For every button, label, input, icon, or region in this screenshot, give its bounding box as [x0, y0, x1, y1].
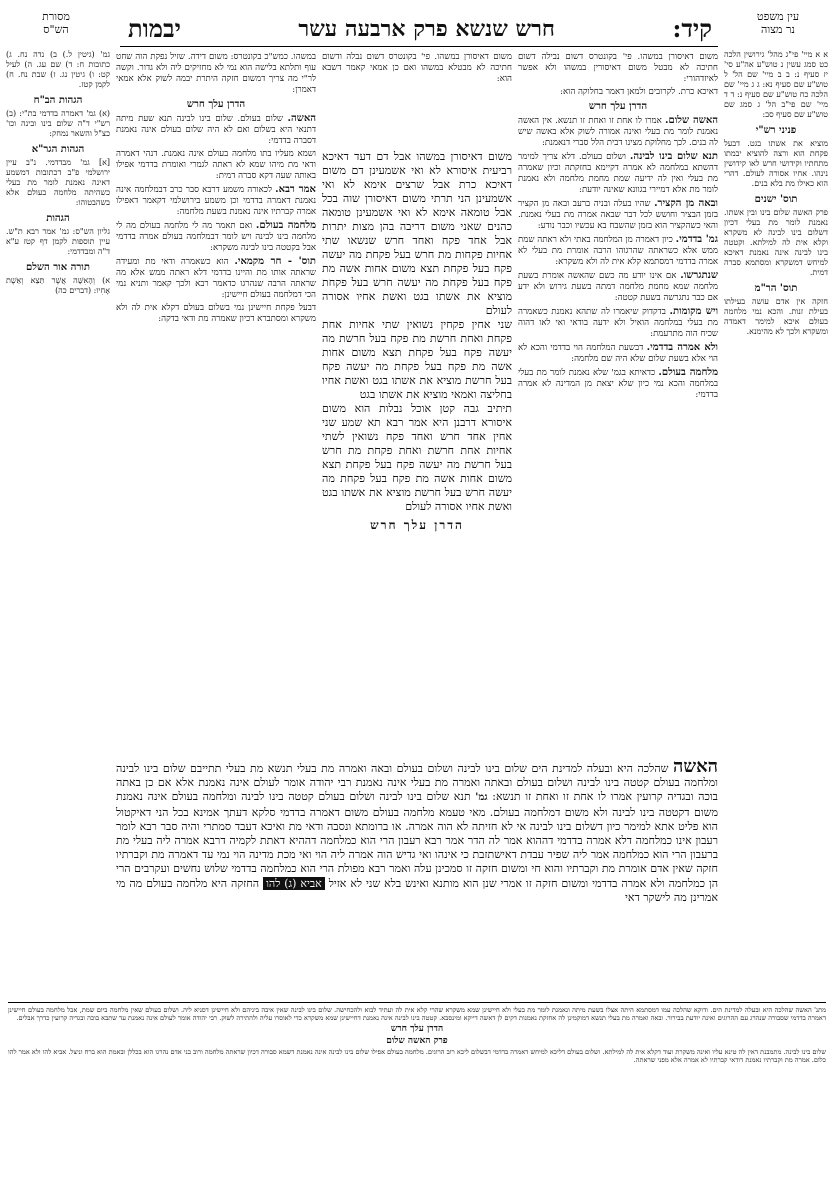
ein-mishpat-text: א א מיי' פי"ג מהל' גירושין הלכה כט סמג עשין נ טוש"ע אה"ע סי' יז סעיף נ: ב ב מיי' שם הל' ל טוש"ע שם סעיף נא: ג ג מיי' שם הלכה כח טוש"ע שם סעיף נ: ד ד מיי' שם פי"ב הל' ג סמג שם טוש"ע שם סעיף סב: — [724, 50, 828, 119]
gilyon-text: גליון הש"ס: גמ' אמר רבא ת"ש. עיין תוספות לקמן דף קטז ע"א ד"ה ומבדדמי: — [6, 227, 110, 256]
footer-text: שלום בינו לבינה. מתמבנת דאין לה טינא עליו ואינה משקרת ועוד דקלא אית לה למילתא. ושלום בעולם דליכא למיחש דאמרה בדדמי דבשלום ליכא רוב הרוגים. מלחמה בעולם אפילו שלום בינו לבינה אינה נאמנת דשמא סבורה דכיון שראתה מלחמה ורוב בני אדם נהרגו הוא בכללן ובאמת הוא ברח וניצל. אביא להו ולא אמר להו כלום. אמרה מת וקברתיו נאמנת דודאי קברתיו לא אמרה אלא מפני שראתה. — [8, 1047, 826, 1065]
rosh-text: מוציא את אשתו בגט. דבעל פקחת הוא ורצה להוציא יבמתו מתחתיו וקידושי חרש לאו קידושין נינהו. אחיו אסורה לעולם. דהרי הוא כאילו מת בלא בנים. — [724, 139, 828, 188]
footer-commentary — [8, 1000, 826, 1170]
dibur-hamatchil: ויש מקומות. — [669, 306, 718, 317]
dibur-hamatchil: מלחמה בעולם. — [255, 220, 316, 231]
gilyon-title: הגהות — [46, 213, 70, 224]
rashi-paragraph — [518, 270, 718, 304]
rashi-paragraph — [518, 306, 718, 340]
rashi-text: אם אינו יודע מה כשם שהאשה אומרת בשעת מלחמה שמא מחמת מלחמה דמתה בשעת גירוש ולא ידע אם כבר נתגרשה בשעת קטטה: — [518, 271, 718, 303]
chapter-end-divider: הדרן עלך חרש — [370, 518, 464, 532]
hagahot-gra-text: [א] גמ' מבדדמי. נ"ב עיין ירושלמי פ"ב דכתובות דמשמע דאינה נאמנת לומר מת בעלי כשהיתה מלחמה בעולם אלא בשהבטוהו: — [6, 158, 110, 207]
gemara-main — [322, 150, 512, 536]
rashi-perek-end: הדרן עלך חרש — [588, 101, 648, 112]
tosafot-perek-end: הדרן עלך חרש — [186, 99, 246, 110]
footer-chapter-end: הדרן עלך חרש — [390, 1024, 444, 1035]
rashi-paragraph — [518, 234, 718, 268]
chapter-title: חרש שנשא פרק ארבעה עשר — [298, 16, 555, 42]
dibur-hamatchil: מלחמה בעולם. — [658, 367, 719, 378]
rashi-paragraph — [518, 367, 718, 401]
hagahot-bach-title: הגהות הב"ח — [33, 95, 83, 106]
tosafot-paragraph — [116, 220, 316, 254]
gemara-text: או ברומתא ונסבה ודאי מת ואיכא דעבד סמתרי והיה סבר רבא לומר רעבון אינו כמלחמה דלא אמרה בדדמי דההוא אמר לה הדר אמר רבא רעבון הרי הוא כמלחמה דההיא דאתת לקמיה דרבא אמרה ליה בעלי מת ברעבון הרי הוא כמלחמה אמר ליה שפיר עבדת דאישתזבת כי אינהו ואי גדיש הוה אמרה ליה הוי — [116, 819, 719, 862]
rashi-text: בדקדוק שיאמרו לה שתהא נאמנת כשאמרה מת בעלי במלחמה הואיל ולא ידעה בודאי ואי לאו דהוה שכיח הוה מתרעמת: — [518, 307, 718, 339]
gemara-wide-section — [116, 756, 719, 905]
rabbenu-text: חזקה אין אדם עושה בעילתו בעילת זנות. והכא נמי מלחמה בעולם איכא למימר דאמדה ומשקרא ולכך לא מהימנא. — [724, 297, 828, 336]
page-header — [120, 12, 718, 47]
rosh-title: פניני רש"י — [755, 125, 797, 136]
tosafot-text: שלום בעולם. שלום בינו לבינה תנא שעת מיתה דתנאי היא בשלום ואם לא היה שלום בעולם אינה נאמנת דסברה בדדמי: — [116, 114, 316, 146]
masoret-text: גמ' (גיטין ל.) ב) נדה נח. ג) כתובות ח: ד) שם עג. ה) לעיל קט: ו) גיטין נג. ז) שבת נח. ח) לקמן קטז. — [6, 50, 110, 89]
rashi-commentary — [518, 52, 718, 1062]
ein-mishpat-heading: עין משפט נר מצוה — [756, 10, 800, 36]
dibur-hamatchil: גמ' בדדמי. — [675, 234, 718, 245]
tosafot-paragraph: במשהו. כמש"כ בקונטרס: משום דידה. שזיל נפקת הוה שחט עוף ותלתא בלישה הוא נמי לא מחזיקים ליה ולא גדור. וקשה לר"י מה צריך דמשום חזקה היתרת יבמה לשוק אלא אמאי דאמרן: — [116, 52, 316, 95]
rashi-paragraph — [518, 115, 718, 149]
gemara-text: החזקה היא מלחמה בעולם מה מי אמרינן מה לישקר דאי — [116, 876, 718, 904]
tosafot-paragraph: דבעל פקחת חיישינן נמי בשלום בעולם דקלא אית לה ולא משקרא ומסתברא דכיון שאמרה מת ודאי בדקה: — [116, 303, 316, 324]
tosafot-paragraph: ושמא מעליו בתו מלחמה בעולם אינה נאמנת. דנהי דאמרה ודאי מת מיהו שמא לא ראתה לגמרי ואומרת בדדמי אפילו באותה שעה דקא סברה דמית: — [116, 149, 316, 181]
rashi-paragraph — [518, 151, 718, 196]
gemara-paragraph: משום דאיסורן במשהו אבל דם דעד דאיכא רביעית איסורא לא ואי אשמעינן דם משום דאיכא כרת אבל שרצים אימא לא ואי אשמעינן הני תרתי משום דאיסורן שוה בכל אבל טומאה אימא לא ואי אשמעינן טומאה כהנים שאני משום דריבה בהן מצות יתרות אבל אחד פקח ואחד חרש שנשאו שתי אחיות פקחות מת חרש בעל פקחת מה יעשה פקח בעל פקחת תצא משום אחות אשה מת פקח בעל פקחת מה יעשה חרש בעל פקחת מוציא את אשתו בגט ואשת אחיו אסורה לעולם — [322, 150, 512, 317]
hagahot-gra-title: הגהות הגר"א — [31, 144, 85, 155]
gemara-label: גמ' — [475, 792, 488, 804]
rashi-text: אמרו לו אחת זו ואחת זו תנשא. אין האשה נאמנת לומר מת בעלי ואינה אמורה לשוק אלא באשה שיש לה בנים. לכך מחלוקת מצינו דבית הלל סברי דנאמנת: — [518, 116, 718, 148]
highlighted-phrase: אביא (ג) להו — [263, 877, 325, 890]
gemara-text: ומשום חזקה זו אמרי שנן הוא מותנא ואינש בלא שני לא אזיל — [328, 876, 589, 890]
rashi-paragraph: דאיכא כרת. לקרובים ולמאן דאמר בחלוקה הוא: — [560, 87, 718, 97]
rabbenu-title: תוס' הר"מ — [754, 283, 798, 294]
torah-ohr-title: תורה אור השלם — [26, 262, 90, 273]
dibur-hamatchil: תוס' - חר מקמאי. — [234, 256, 316, 267]
tosafot-paragraph — [116, 113, 316, 147]
dibur-hamatchil: האשה. — [287, 113, 317, 124]
mishnah-opening-word: האשה — [672, 756, 718, 777]
folio-number: קיד: — [672, 14, 712, 43]
hagahot-bach-text: (א) גמ' דאמרה בדדמי בת"י: (ב) רש"י ד"ה שלום בינו ובינה וכו' כצ"ל והשאר נמחק: — [6, 109, 110, 138]
tosafot-text: ואם תאמר מה לי מלחמה בעולם מה לי מלחמה בינו לבינה ויש לומר דבמלחמה בעולם אמרה בדדמי אבל בקטטה בינו לבינה משקרא: — [116, 221, 316, 253]
rashi-text: שהיו בעלה ובניה ברעב ובאה מן הקציר בזמן הבציר וחושש לכל דבר שבאה אמרה מת בעלי נאמנת. והאי כשהקציר הוא בזמן שהשבח בא עכשיו וכבר נודע: — [518, 199, 718, 231]
gemara-paragraph: תיתיב גבה קטן אוכל נבלות הוא משום איסורא דרבנן היא אמר רבא תא שמע שני אחין אחד חרש ואחד פקח נשואין לשתי אחיות אחת חרשת ואחת פקחת מת חרש בעל חרשת מה יעשה פקח בעל פקחת תצא משום אחות אשה מת פקח בעל פקחת מה יעשה חרש בעל חרשת מוציא את אשתו בגט ואשת אחיו אסורה לעולם — [322, 402, 512, 513]
footer-text: מתנ' האשה שהלכה היא ובעלה למדינת הים. ודוקא שהלכה עמו דמסתמא היתה אצלו בשעת מיתה ונאמנת לומר מת בעלי ולא חיישינן שמא משקרא שהרי קלא אית לה ועתיד לבוא ולהכחישה. שלום בינו לבינה שאין איבה ביניהם ולא חיישינן דסניא ליה. ושלום בעולם שאין מלחמה ביום שמת, אבל מלחמה בעולם חיישינן דאמרה בדדמי שסבורה שנהרג עם ההרוגים ואינה יודעת בבירור. ובאה ואמרה מת בעלי תנשא דמוקמינן לה אחזקת נאמנות דקים לן דאשה דייקא ומינסבא. קטטה בינו לבינה אינה נאמנת דחיישינן שמא משקרא כדי לאוסרו עליה ולהתירה לשוק. רבי יהודה אומר לעולם אינה נאמנת עד שתבא בוכה ובגדיה קרועין כדרך אבלים. — [8, 1006, 826, 1023]
dibur-hamatchil: שנתגרשו. — [680, 270, 718, 281]
right-margin-column — [724, 50, 828, 1100]
dibur-hamatchil: תנא שלום בינו לבינה. — [629, 151, 718, 162]
gemara-text: ואי מכת מדינה הוי נמי עד דאמרה מת וקברתיו חזקה שאין אדם אומרת מת וקברתיו והוא חי ומשום חזקה זו סמכינן עלה ואמר רבא מפולת הרי הוא כמלחמה בדדמי שלוש נחשים ועקרבים הרי הן כמלחמה ולא אמרה בדדמי — [116, 848, 719, 890]
rashi-text: כדאיתא בגמ' שלא נאמנת לומר מת בעלי במלחמה והכא נמי כיון שלא יצאת מן המדינה לא אמרה בדדמי: — [518, 368, 718, 400]
tractate-name: יבמות — [128, 14, 181, 43]
dibur-hamatchil: אמר רבא. — [275, 184, 316, 195]
gemara-text: תנא שלום בינו לבינה ושלום בעולם קטטה בינו לבינה ומלחמה בעולם אינה נאמנת משום דקטטה בינו לבינה ולא משום דמלחמה בעולם. מאי טעמא מלחמה בעולם משום דאמרה בדדמי סלקא דעתך אמינא בכל הני דאיקטול הוא פליט אתא למימר כיון דשלום בינו לבינה אי לא חזיתה לא הוה אמרה. — [116, 790, 718, 833]
dibur-hamatchil: ובאה מן הקציר. — [654, 198, 718, 209]
dibur-hamatchil: האשה שלום. — [664, 115, 718, 126]
gemara-top-text: משום דאיסורן במשהו. פי' בקונטרס דשום נבלה ודשום חתיכה לא מבטלא במשהו ואם כן אמאי קאמר דשבא הוא: — [322, 52, 512, 84]
tosafot-paragraph — [116, 256, 316, 301]
torah-ohr-text: א) וְהָאִשָּׁה אֲשֶׁר תֵּצֵא וְאֵשֶׁת אָחִיו: (דברים כה) — [6, 276, 110, 295]
rashi-paragraph: משום דאיסורן במשהו. פי' בקונטרס דשום נבילה דשום חתיכה לא מבטל משום דאיסורין במשהו ולא אפשר לאיזדהורי: — [518, 52, 718, 84]
rashi-text: דבשעת המלחמה הוי בדדמי והכא לא הוי אלא בשעת שלום שלא היה שם מלחמה: — [518, 343, 718, 364]
tosafot-yeshanim-text: פרק האשה שלום בינו ובין אשתו. נאמנת לומר מת בעלי דכיון דשלום בינו לבינה לא משקרא וקלא אית לה למילתא. וקטטה בינו לבינה אינה נאמנת דאיכא למיחש דמשקרא ומסתמא סברה דמית. — [724, 208, 828, 277]
masoret-heading: מסורת הש"ס — [42, 10, 70, 36]
tosafot-text: לכאורה משמע דרבא סבר כרב דבמלחמה אינה נאמנת דאמרה בדדמי וכן משמע בירושלמי דקאמר דאפילו אמרה קברתיו אינה נאמנת בשעת מלחמה: — [116, 185, 316, 217]
footer-chapter-title: פרק האשה שלום — [386, 1035, 448, 1046]
tosafot-yeshanim-title: תוס' ישנים — [754, 194, 798, 205]
dibur-hamatchil: ולא אמרה בדדמי. — [646, 342, 718, 353]
rashi-paragraph — [518, 342, 718, 365]
rashi-text: ושלום בעולם. דלא צריך למימר דהשתא במלחמה לא אמרה דקיימא בחזקתה וכיון שאמרה מת בעלי ואין לה ידיעה שמת מחמת מלחמה ולא נאמנת לומר מת אלא דמיירי בגוונא שאינה יודעת: — [518, 152, 718, 195]
tosafot-paragraph — [116, 184, 316, 218]
rashi-text: כיון דאמרה מן המלחמה באתי ולא ראתה שמת ממש אלא כשראתה שהרגוהו הרבה אומרת מת בעלי לא אמרה בדדמי דמסתמא קלא אית לה ולא משקרא: — [518, 235, 718, 267]
left-margin-column — [6, 50, 110, 1100]
rashi-paragraph — [518, 198, 718, 232]
gemara-paragraph: שני אחין פקחין נשואין שתי אחיות אחת פקחת ואחת חרשת מת פקח בעל חרשת מה יעשה פקח בעל פקחת תצא משום אחות אשה מת פקח בעל פקחת מה יעשה פקח בעל חרשת מוציא את אשתו בגט ואשת אחיו בחליצה ואמאי מוציא את אשתו בגט — [322, 318, 512, 401]
tosafot-commentary — [116, 52, 316, 1062]
footer-rule — [8, 1002, 826, 1003]
tosafot-text: הוא כשאמרה ודאי מת ומעידה שראתה אותו מת והיינו בדדמי דלא ראתה ממש אלא מה שראתה הרבה שנהרגו כדאמר רבא ולכך קאמר ותניא נמי הכי דמלחמה בעולם חיישינן: — [116, 257, 316, 300]
mishnah-text: שהלכה היא ובעלה למדינת הים שלום בינו לבינה ושלום בעולם ובאה ואמרה מת בעלי תנשא מת בעלי תתייבם שלום בינו לבינה ומלחמה בעולם קטטה בינו לבינה ושלום בעולם ובאתה ואמרה מת בעלי אינה נאמנת רבי יהודה אומר לעולם אינה נאמנת אלא אם כן באתה בוכה ובגדיה קרועין אמרו לו אחת זו ואחת זו תנשא: — [116, 762, 718, 804]
